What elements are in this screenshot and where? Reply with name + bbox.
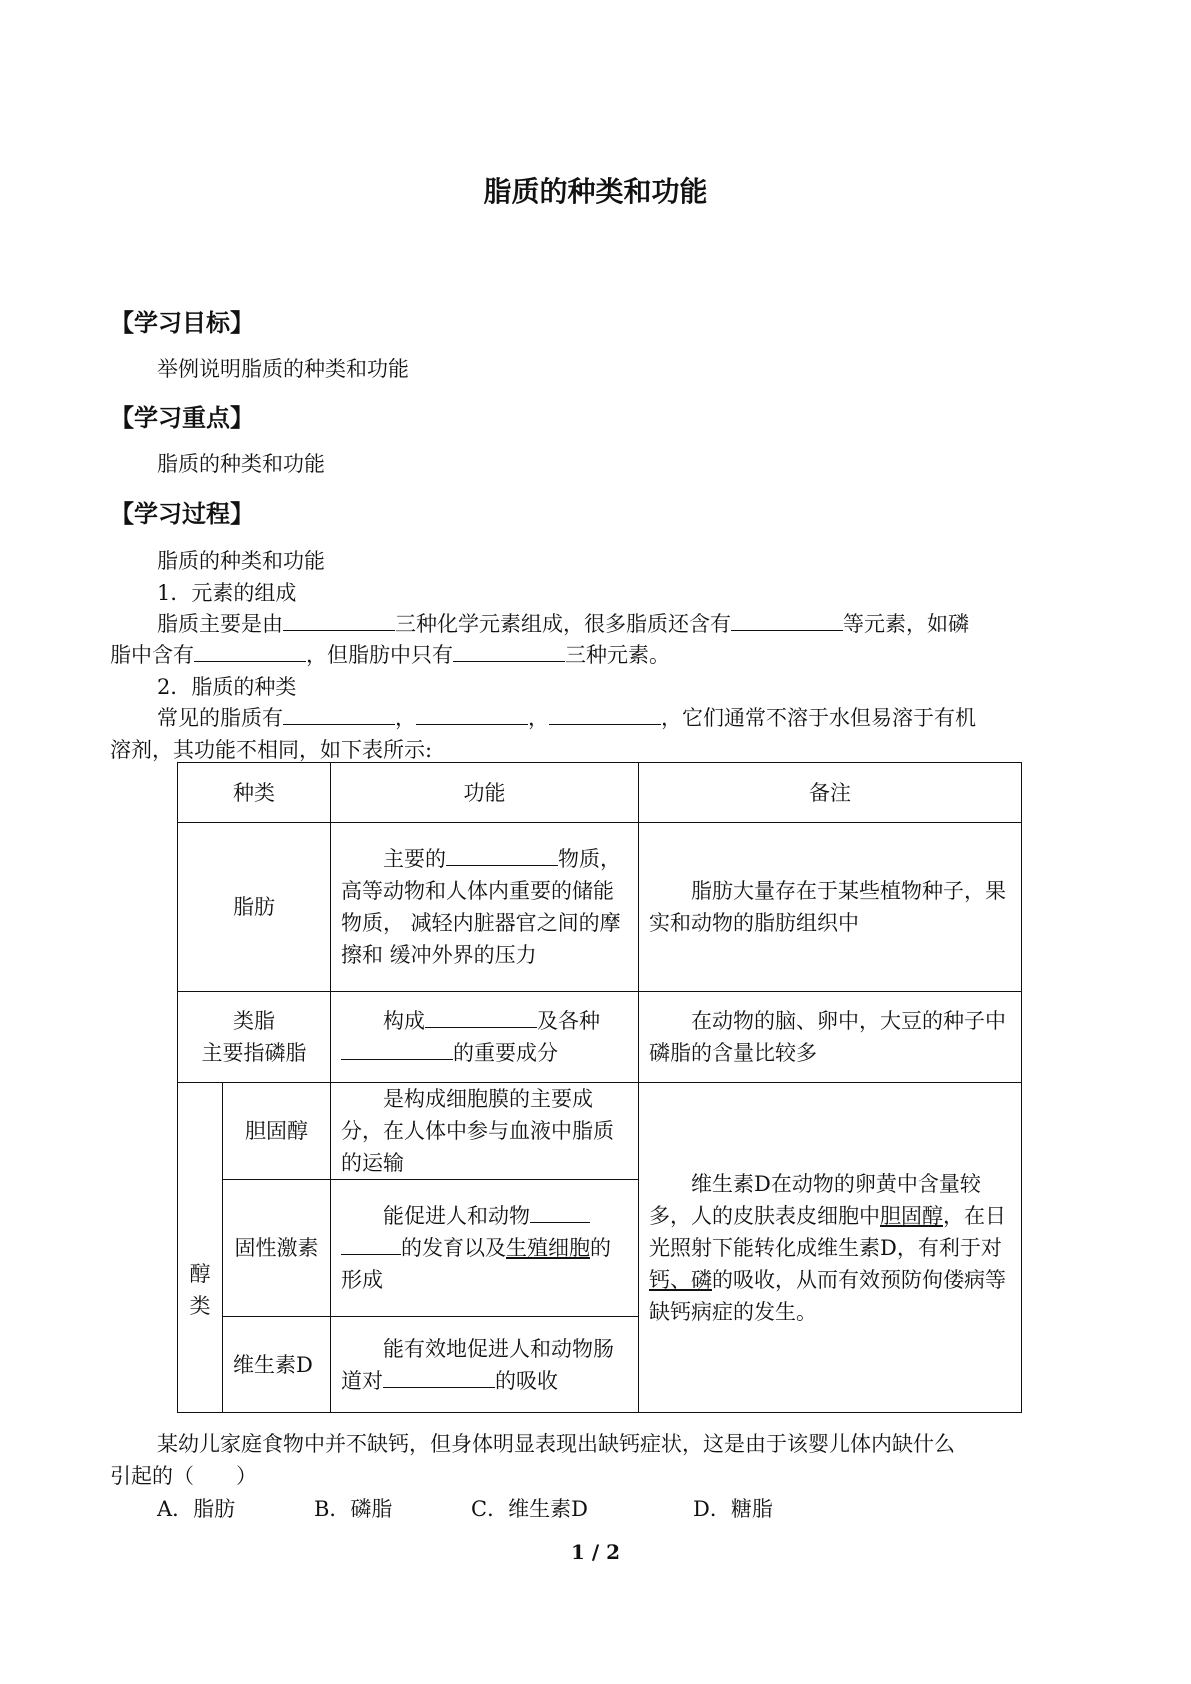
question-line1: 某幼儿家庭食物中并不缺钙，但身体明显表现出缺钙症状，这是由于该婴儿体内缺什么 xyxy=(157,1432,955,1456)
text-segment: 的形成 xyxy=(341,1236,611,1292)
fill-blank[interactable] xyxy=(731,608,843,631)
header-type: 种类 xyxy=(178,763,331,823)
lipoid-type xyxy=(178,992,331,1083)
option-b[interactable]: B．磷脂 xyxy=(314,1497,393,1521)
text-segment: 胆固醇 xyxy=(880,1203,943,1228)
part2-line1 xyxy=(157,702,976,732)
sterol-group xyxy=(178,1083,223,1413)
part1-heading: 1．元素的组成 xyxy=(157,581,297,605)
part2-line2: 溶剂，其功能不相同，如下表所示: xyxy=(110,738,433,762)
group-line: 类 xyxy=(189,1294,211,1318)
text-segment: 能促进人和动物 xyxy=(383,1204,530,1228)
table-row xyxy=(178,823,1022,992)
header-function: 功能 xyxy=(331,763,639,823)
fat-note xyxy=(639,823,1022,992)
fill-blank[interactable] xyxy=(383,1365,495,1388)
focus-text: 脂质的种类和功能 xyxy=(157,452,325,476)
cholesterol-type: 胆固醇 xyxy=(223,1083,331,1180)
text-segment: 主要的 xyxy=(383,847,446,871)
sex-hormone-type: 固性激素 xyxy=(223,1180,331,1317)
group-line: 醇 xyxy=(189,1262,211,1286)
note-text: 脂肪大量存在于某些植物种子，果实和动物的脂肪组织中 xyxy=(649,879,1006,935)
type-line: 类脂 xyxy=(233,1009,275,1033)
lipoid-note xyxy=(639,992,1022,1083)
header-note: 备注 xyxy=(639,763,1022,823)
text-segment: 脂中含有 xyxy=(110,643,194,667)
part2-heading: 2．脂质的种类 xyxy=(157,675,297,699)
text-segment: 种 xyxy=(579,1009,600,1033)
vitamin-d-function xyxy=(331,1317,639,1413)
text-segment: 及各 xyxy=(537,1009,579,1033)
fill-blank[interactable] xyxy=(283,702,395,725)
text-segment: 维生素D在动物的卵黄中含量较多，人的皮肤表皮细胞中 xyxy=(649,1171,981,1228)
fill-blank[interactable] xyxy=(446,843,558,866)
sterol-note xyxy=(639,1083,1022,1413)
fat-function xyxy=(331,823,639,992)
text-segment: 三种化学元素组成，很多脂质还含有 xyxy=(395,612,731,636)
option-c[interactable]: C．维生素D xyxy=(471,1497,588,1521)
text-segment: ， xyxy=(528,706,549,730)
fill-blank[interactable] xyxy=(549,702,661,725)
part1-line2 xyxy=(110,639,670,669)
text-segment: 的重要成分 xyxy=(453,1041,558,1065)
focus-heading: 【学习重点】 xyxy=(110,404,254,432)
page-number: 1 / 2 xyxy=(570,1540,621,1564)
fill-blank[interactable] xyxy=(425,1005,537,1028)
option-d[interactable]: D．糖脂 xyxy=(693,1497,773,1521)
text-segment: 三种元素。 xyxy=(565,643,670,667)
text-segment: 能有效地促进人和动物肠道对 xyxy=(341,1336,614,1393)
cholesterol-function xyxy=(331,1083,639,1180)
fill-blank[interactable] xyxy=(530,1200,590,1223)
text-segment: 等元素，如磷 xyxy=(843,612,969,636)
function-text: 是构成细胞膜的主要成分，在人体中参与血液中脂质的运输 xyxy=(341,1087,614,1175)
fill-blank[interactable] xyxy=(194,639,306,662)
page-title: 脂质的种类和功能 xyxy=(483,175,708,208)
fill-blank[interactable] xyxy=(341,1037,453,1060)
fat-type: 脂肪 xyxy=(178,823,331,992)
lipid-table xyxy=(177,762,1022,1413)
text-segment: ，它们通常不溶于水但易溶于有机 xyxy=(661,706,976,730)
text-segment: 的发育以及 xyxy=(401,1236,506,1260)
text-segment: 构成 xyxy=(383,1009,425,1033)
objective-text: 举例说明脂质的种类和功能 xyxy=(157,357,409,381)
text-segment: 质，高等动物和人体内重要的储能物质， 减轻内脏器官之间的摩擦和 缓冲外界的压力 xyxy=(341,847,621,967)
lipoid-function xyxy=(331,992,639,1083)
type-line: 主要指磷脂 xyxy=(201,1041,307,1065)
process-intro: 脂质的种类和功能 xyxy=(157,549,325,573)
text-segment: 钙、磷 xyxy=(649,1267,712,1292)
process-heading: 【学习过程】 xyxy=(110,500,254,528)
option-a[interactable]: A．脂肪 xyxy=(157,1497,236,1521)
fill-blank[interactable] xyxy=(341,1232,401,1255)
text-segment: 生殖细胞 xyxy=(506,1236,590,1260)
fill-blank[interactable] xyxy=(283,608,395,631)
note-text: 在动物的脑、卵中，大豆的种子中磷脂的含量比较多 xyxy=(649,1009,1006,1065)
objective-heading: 【学习目标】 xyxy=(110,309,254,337)
question-options xyxy=(157,1493,773,1523)
part1-line1 xyxy=(157,608,969,638)
fill-blank[interactable] xyxy=(453,639,565,662)
vitamin-d-type: 维生素D xyxy=(223,1317,331,1413)
text-segment: 物 xyxy=(558,847,579,871)
sex-hormone-function xyxy=(331,1180,639,1317)
text-segment: 的吸收 xyxy=(495,1368,558,1393)
table-row xyxy=(178,992,1022,1083)
table-header-row xyxy=(178,763,1022,823)
text-segment: ，但脂肪中只有 xyxy=(306,643,453,667)
table-row xyxy=(178,1083,1022,1180)
text-segment: 的吸收，从而有效预防佝偻病等缺钙病症的发生。 xyxy=(649,1267,1006,1324)
text-segment: ， xyxy=(395,706,416,730)
text-segment: ，在日光照射下能转化成维生素D，有利于对 xyxy=(649,1203,1006,1260)
fill-blank[interactable] xyxy=(416,702,528,725)
text-segment: 常见的脂质有 xyxy=(157,706,283,730)
question-line2: 引起的（ ） xyxy=(110,1464,257,1488)
text-segment: 脂质主要是由 xyxy=(157,612,283,636)
